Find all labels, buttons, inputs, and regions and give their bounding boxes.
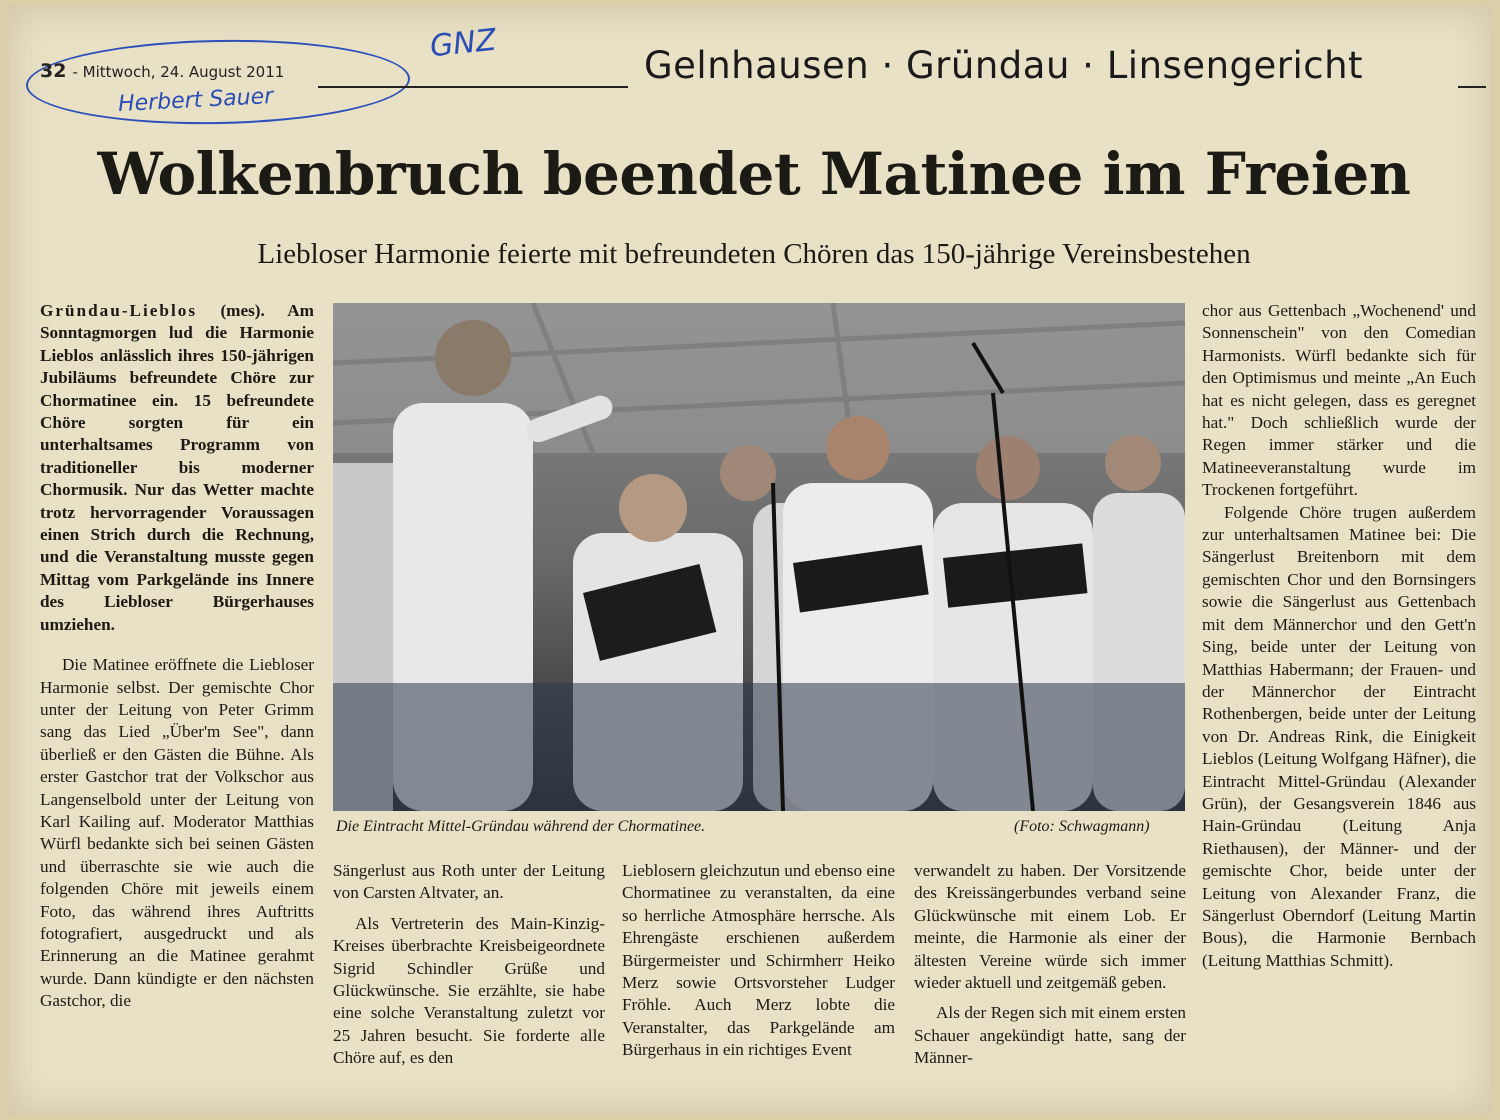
issue-date: - Mittwoch, 24. August 2011	[72, 63, 285, 81]
article-column-4	[914, 860, 1186, 1070]
article-column-3	[622, 860, 895, 1062]
lead-paragraph	[40, 300, 314, 636]
choir-photo	[333, 303, 1185, 811]
handwritten-source-note: GNZ	[428, 22, 498, 65]
article-headline: Wolkenbruch beendet Matinee im Freien	[97, 140, 1411, 208]
photo-credit: (Foto: Schwagmann)	[1014, 818, 1150, 835]
choir-photo-image	[333, 303, 1185, 811]
header-rule	[318, 86, 628, 88]
photo-caption: Die Eintracht Mittel-Gründau während der Chormatinee.	[336, 818, 706, 835]
article-subheadline: Liebloser Harmonie feierte mit befreundeten Chören das 150-jährige Vereinsbestehen	[257, 238, 1251, 270]
handwritten-signature: Herbert Sauer	[117, 83, 274, 118]
body-paragraph: Als Vertreterin des Main-Kinzig-Kreises überbrachte Kreisbeigeordnete Sigrid Schindler Grüße und Glückwünsche. Sie erzählte, sie habe eine solche Veranstaltung zuletzt vor 25 Jahren besucht. Sie forderte alle Chöre auf, es den	[333, 913, 605, 1068]
header-rule-right	[1458, 86, 1486, 88]
article-column-1	[40, 300, 314, 1013]
page-dateline	[40, 60, 284, 82]
article-column-5	[1202, 300, 1476, 972]
body-paragraph: Folgende Chöre trugen außerdem zur unterhaltsamen Matinee bei: Die Sängerlust Breitenborn mit dem gemischten Chor und den Bornsingers sowie die Sängerlust aus Gettenbach mit dem Männerchor und den Gett'n Sing, beide unter der Leitung von Matthias Habermann; der Frauen- und der Männerchor der Eintracht Rothenbergen, beide unter der Leitung von Dr. Andreas Rink, die Einigkeit Lieblos (Leitung Wolfgang Häfner), die Eintracht Mittel-Gründau (Alexander Grün), der Gesangsverein 1846 aus Hain-Gründau (Leitung Anja Riethausen), der Männer- und der gemischte Chor, beide unter der Leitung von Alexander Franz, die Sängerlust Oberndorf (Leitung Martin Bous), die Harmonie Bernbach (Leitung Matthias Schmitt).	[1202, 502, 1476, 970]
body-paragraph: Als der Regen sich mit einem ersten Schauer angekündigt hatte, sang der Männer-	[914, 1003, 1186, 1068]
body-paragraph: Sängerlust aus Roth unter der Leitung von Carsten Altvater, an.	[333, 861, 605, 903]
body-paragraph: chor aus Gettenbach „Wochenend' und Sonnenschein" von den Comedian Harmonists. Würfl bedankte sich für den Optimismus und meinte „An Euch hat es nicht gelegen, dass es geregnet hat." Doch schließlich wurde der Regen immer stärker und die Matineeveranstaltung wurde im Trockenen fortgeführt.	[1202, 301, 1476, 500]
dateline: Gründau-Lieblos	[40, 301, 198, 320]
page-number: 32	[40, 60, 67, 82]
body-paragraph: verwandelt zu haben. Der Vorsitzende des Kreissängerbundes verband seine Glückwünsche mit einem Lob. Er meinte, die Harmonie als einer der ältesten Vereine würde sich immer wieder aktuell und zeitgemäß geben.	[914, 861, 1186, 993]
body-paragraph: Lieblosern gleichzutun und ebenso eine Chormatinee zu veranstalten, da eine so herrliche Atmosphäre herrsche. Als Ehrengäste erschienen außerdem Bürgermeister und Schirmherr Heiko Merz sowie Ortsvorsteher Ludger Fröhle. Auch Merz lobte die Veranstalter, das Parkgelände am Bürgerhaus in ein richtiges Event	[622, 861, 896, 1060]
region-header: Gelnhausen · Gründau · Linsengericht	[644, 44, 1364, 87]
lead-text: (mes). Am Sonntagmorgen lud die Harmonie Lieblos anlässlich ihres 150-jährigen Jubiläums befreundete Chöre zur Chormatinee ein. 15 befreundete Chöre sorgten für ein unterhaltsames Programm von traditioneller bis moderner Chormusik. Nur das Wetter machte trotz hervorragender Voraussagen einen Strich durch die Rechnung, und die Veranstaltung musste gegen Mittag vom Parkgelände ins Innere des Liebloser Bürgerhauses umziehen.	[40, 301, 314, 634]
article-column-2	[333, 860, 605, 1070]
body-paragraph: Die Matinee eröffnete die Liebloser Harmonie selbst. Der gemischte Chor unter der Leitung von Peter Grimm sang das Lied „Über'm See", dann überließ er den Gästen die Bühne. Als erster Gastchor trat der Volkschor aus Langenselbold unter der Leitung von Karl Kailing auf. Moderator Matthias Würfl bedankte sich bei seinen Gästen und überraschte sie wie auch die folgenden Chöre mit jeweils einem Foto, das während ihres Auftritts fotografiert, ausgedruckt und als Erinnerung an die Matinee gerahmt wurde. Dann kündigte er den nächsten Gastchor, die	[40, 655, 314, 1011]
